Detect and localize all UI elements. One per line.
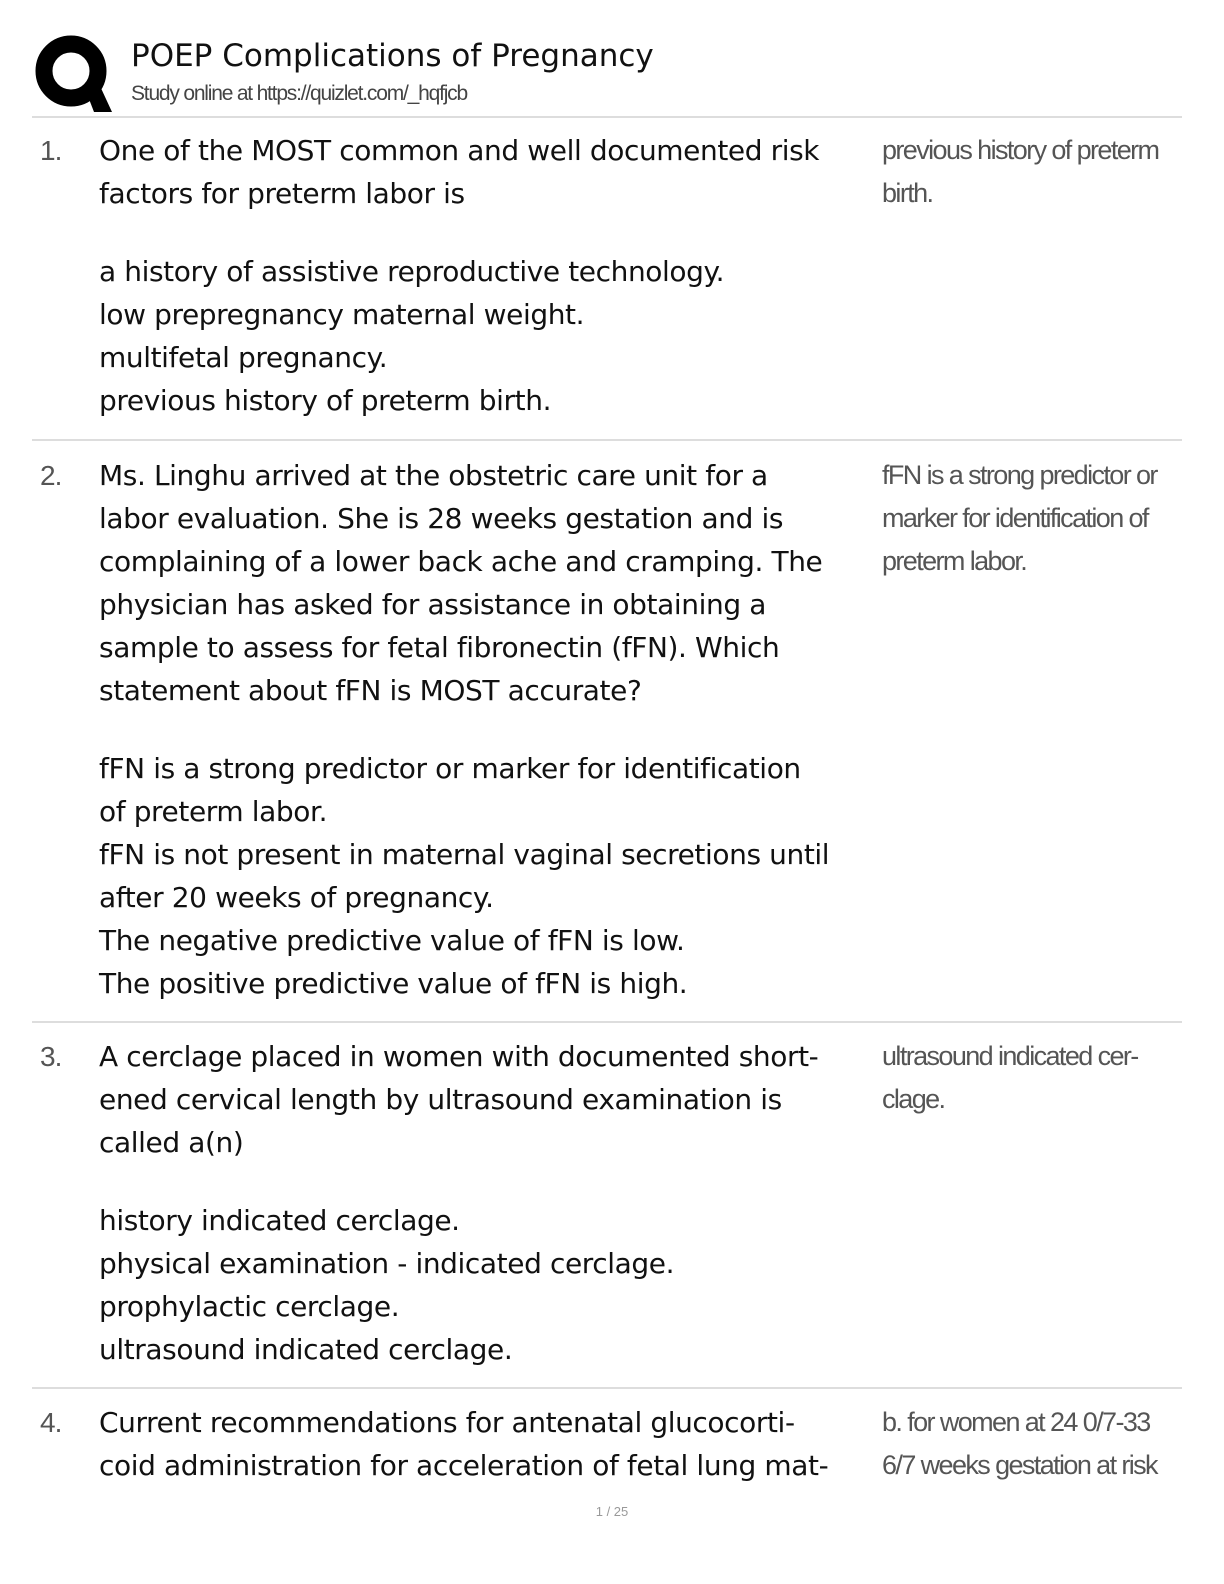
answer-option: after 20 weeks of pregnancy. [99,881,494,914]
question-line: Current recommendations for antenatal glucocorti- [99,1406,795,1439]
question-line: A cerclage placed in women with documented short- [99,1040,819,1073]
answer-option: history indicated cerclage. [99,1204,460,1237]
answer-line: fFN is a strong predictor or [882,460,1157,490]
question-line: factors for preterm labor is [99,177,465,210]
question-text [99,129,819,422]
page-number: 1 / 25 [595,1504,629,1519]
answer-option: multifetal pregnancy. [99,341,388,374]
answer-option: The positive predictive value of fFN is high. [99,967,688,1000]
question-line: sample to assess for fetal fibronectin (fFN). Which [99,631,780,664]
question-line: physician has asked for assistance in obtaining a [99,588,766,621]
divider [32,116,1182,118]
divider [32,439,1182,441]
study-link-text: Study online at https://quizlet.com/_hqfjcb [131,82,467,105]
question-line: labor evaluation. She is 28 weeks gestation and is [99,502,784,535]
question-line: Ms. Linghu arrived at the obstetric care unit for a [99,459,768,492]
answer-text [882,1035,1138,1121]
answer-option: fFN is a strong predictor or marker for identification [99,752,801,785]
answer-option: The negative predictive value of fFN is low. [99,924,685,957]
item-number: 2. [40,460,62,491]
answer-option: a history of assistive reproductive technology. [99,255,725,288]
question-text [99,454,829,1005]
quizlet-logo-icon [34,34,112,112]
answer-option: of preterm labor. [99,795,328,828]
answer-line: marker for identification of [882,503,1148,533]
question-text [99,1035,818,1371]
question-text [99,1401,828,1487]
item-number: 1. [40,135,62,166]
question-line: ened cervical length by ultrasound examination is [99,1083,782,1116]
divider [32,1387,1182,1389]
answer-line: clage. [882,1084,945,1114]
answer-option: fFN is not present in maternal vaginal secretions until [99,838,830,871]
answer-text [882,1401,1157,1487]
answer-line: birth. [882,178,933,208]
question-line: complaining of a lower back ache and cramping. The [99,545,823,578]
item-number: 4. [40,1407,62,1438]
question-line: coid administration for acceleration of fetal lung mat- [99,1449,829,1482]
question-line: called a(n) [99,1126,244,1159]
answer-option: previous history of preterm birth. [99,384,552,417]
answer-text [882,454,1157,583]
answer-option: physical examination - indicated cerclage. [99,1247,675,1280]
item-number: 3. [40,1041,62,1072]
answer-line: 6/7 weeks gestation at risk [882,1450,1157,1480]
answer-option: prophylactic cerclage. [99,1290,400,1323]
divider [32,1021,1182,1023]
answer-option: low prepregnancy maternal weight. [99,298,585,331]
answer-text [882,129,1158,215]
question-line: One of the MOST common and well documented risk [99,134,820,167]
page-title: POEP Complications of Pregnancy [131,38,654,74]
answer-line: preterm labor. [882,546,1027,576]
answer-line: b. for women at 24 0/7-33 [882,1407,1150,1437]
answer-option: ultrasound indicated cerclage. [99,1333,513,1366]
question-line: statement about fFN is MOST accurate? [99,674,642,707]
answer-line: previous history of preterm [882,135,1159,165]
answer-line: ultrasound indicated cer- [882,1041,1138,1071]
